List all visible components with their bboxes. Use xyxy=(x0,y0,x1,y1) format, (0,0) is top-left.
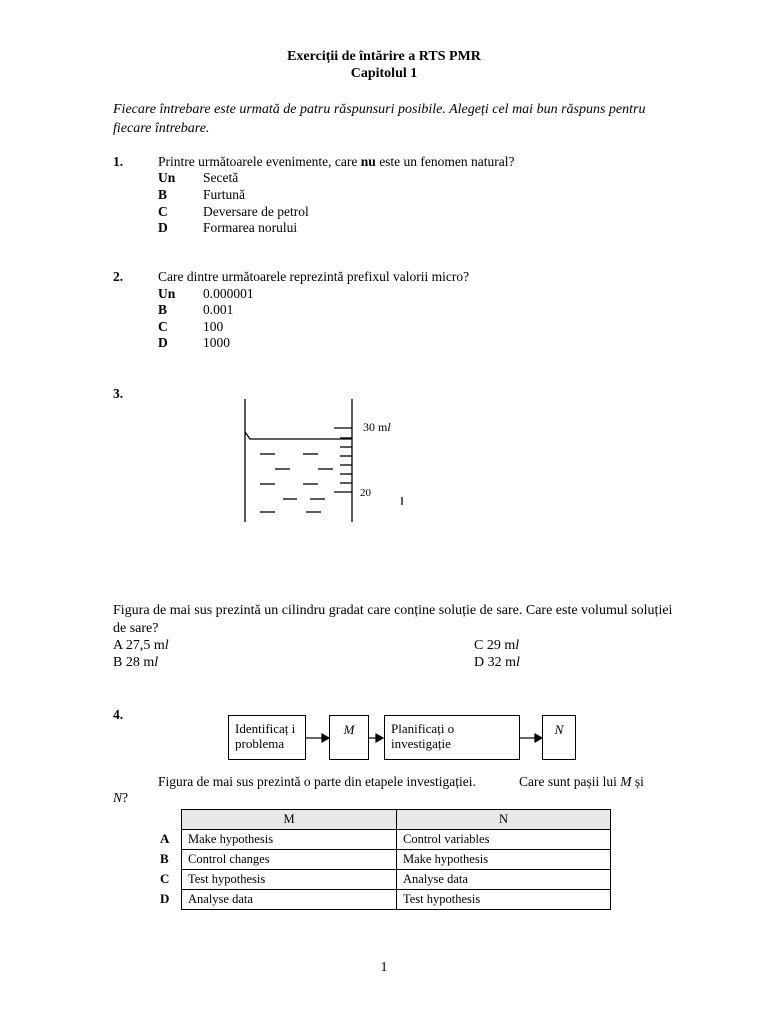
q1-option-letter: C xyxy=(158,204,168,219)
flow-step-identify-problem: Identificaț i problema xyxy=(228,715,306,760)
question-4-prompt: Care sunt pașii lui M și xyxy=(519,774,644,789)
scale-label-20: 20 xyxy=(360,487,371,499)
graduation-marks xyxy=(334,428,352,492)
table-row xyxy=(182,890,611,910)
flow-step-m: M xyxy=(329,715,369,760)
table-cell: Test hypothesis xyxy=(397,890,611,910)
q1-option-letter: B xyxy=(158,187,168,202)
question-3-text: Figura de mai sus prezintă un cilindru gradat care conține soluție de sare. Care este volumul soluției de sare? xyxy=(113,603,673,636)
meniscus-line xyxy=(245,432,352,439)
question-1-text: Printre următoarele evenimente, care nu este un fenomen natural? xyxy=(158,154,515,169)
table-row xyxy=(182,830,611,850)
q3-option-c: C 29 ml xyxy=(474,638,520,653)
q2-option-text: 0.001 xyxy=(203,302,234,317)
arrow-icon xyxy=(376,734,383,742)
q4-row-label: B xyxy=(160,851,169,866)
q4-row-label: A xyxy=(160,831,170,846)
chapter-title: Capitolul 1 xyxy=(350,66,418,81)
flow-step-plan-investigation: Planificați o investigație xyxy=(384,715,520,760)
question-2-number: 2. xyxy=(113,269,124,284)
instructions: Fiecare întrebare este urmată de patru răspunsuri posibile. Alegeți cel mai bun răspuns pentru fiecare întrebare. xyxy=(113,102,646,136)
q2-option-text: 1000 xyxy=(203,335,230,350)
table-row xyxy=(182,850,611,870)
page-title: Exerciții de întărire a RTS PMR xyxy=(287,49,481,64)
q2-option-letter: C xyxy=(158,319,168,334)
flow-step-n: N xyxy=(542,715,576,760)
column-header-m: M xyxy=(182,810,397,830)
table-cell: Control changes xyxy=(182,850,397,870)
q2-option-text: 0.000001 xyxy=(203,286,254,301)
table-header-row xyxy=(182,810,611,830)
page-number: 1 xyxy=(380,960,388,975)
table-cell: Control variables xyxy=(397,830,611,850)
question-4-number: 4. xyxy=(113,707,124,722)
question-4-text: Figura de mai sus prezintă o parte din etapele investigației. xyxy=(158,774,476,789)
q2-option-letter: D xyxy=(158,335,168,350)
q2-option-text: 100 xyxy=(203,319,224,334)
table-cell: Analyse data xyxy=(182,890,397,910)
table-cell: Analyse data xyxy=(397,870,611,890)
table-row xyxy=(182,870,611,890)
scale-label-30: 30 ml xyxy=(363,420,391,434)
q1-option-text: Formarea norului xyxy=(203,220,298,235)
table-cell: Make hypothesis xyxy=(397,850,611,870)
arrow-icon xyxy=(322,734,329,742)
q1-option-text: Furtună xyxy=(203,187,245,202)
question-2-text: Care dintre următoarele reprezintă prefixul valorii micro? xyxy=(158,269,470,284)
q3-option-a: A 27,5 ml xyxy=(113,638,169,653)
question-3-number: 3. xyxy=(113,386,124,401)
arrow-icon xyxy=(535,734,542,742)
q3-option-d: D 32 ml xyxy=(474,655,520,670)
q4-row-label: D xyxy=(160,891,170,906)
answer-table xyxy=(181,809,611,910)
q2-option-letter: Un xyxy=(158,286,176,301)
q3-option-b: B 28 ml xyxy=(113,655,159,670)
liquid-dashes xyxy=(260,454,333,512)
table-cell: Make hypothesis xyxy=(182,830,397,850)
table-cell: Test hypothesis xyxy=(182,870,397,890)
q2-option-letter: B xyxy=(158,302,168,317)
question-4-prompt-end: N? xyxy=(113,790,129,805)
q1-option-text: Secetă xyxy=(203,170,239,185)
q4-row-label: C xyxy=(160,871,170,886)
graduated-cylinder-figure xyxy=(230,395,430,527)
q1-option-letter: Un xyxy=(158,170,176,185)
column-header-n: N xyxy=(397,810,611,830)
question-1-number: 1. xyxy=(113,154,124,169)
q1-option-text: Deversare de petrol xyxy=(203,204,309,219)
q1-option-letter: D xyxy=(158,220,168,235)
